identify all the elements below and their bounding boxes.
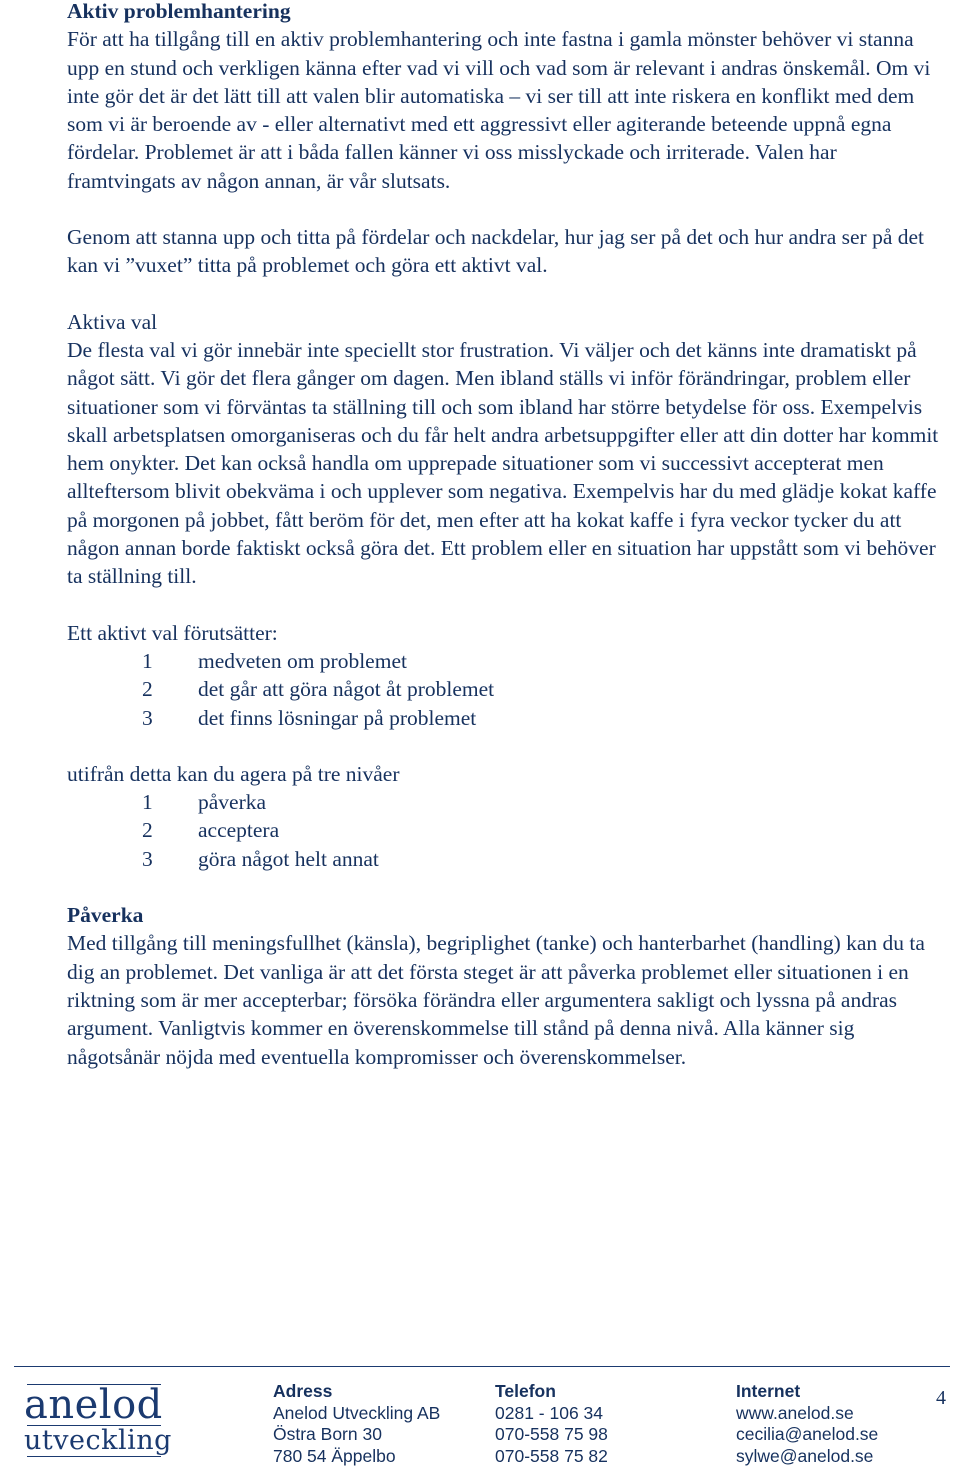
paragraph: Med tillgång till meningsfullhet (känsla), begriplighet (tanke) och hanterbarhet (handling) kan du ta dig an problemet. Det vanliga är att det första steget är att påverka problemet eller situationen i en riktning som är mer accepterbar; försöka förändra eller argumentera sakligt och lyssna på andras argument. Vanligtvis kommer en överenskommelse till stånd på denna nivå. Alla känner sig någotsånär nöjda med eventuella kompromisser och överenskommelser. — [67, 931, 925, 1069]
footer-address — [273, 1381, 440, 1467]
footer-website-link[interactable]: www.anelod.se — [736, 1402, 854, 1423]
levels-intro: utifrån detta kan du agera på tre nivåer — [67, 761, 400, 786]
footer-phone-number: 070-558 75 82 — [495, 1445, 608, 1466]
logo-subtitle: utveckling — [24, 1425, 172, 1456]
footer-divider — [14, 1366, 950, 1367]
anelod-logo — [24, 1382, 172, 1457]
list-item: 2 det går att göra något åt problemet — [142, 677, 495, 702]
footer-phone-number: 0281 - 106 34 — [495, 1402, 604, 1423]
paragraph: Genom att stanna upp och titta på fördelar och nackdelar, hur jag ser på det och hur andra ser på det kan vi ”vuxet” titta på problemet och göra ett aktivt val. — [67, 225, 925, 278]
footer-internet-heading: Internet — [736, 1381, 801, 1401]
footer-email-link[interactable]: sylwe@anelod.se — [736, 1445, 874, 1466]
section-heading-paverka: Påverka — [67, 903, 144, 928]
list-item: 3 göra något helt annat — [142, 846, 379, 871]
footer-internet — [736, 1381, 878, 1467]
paragraph: De flesta val vi gör innebär inte speciellt stor frustration. Vi väljer och det känns inte dramatiskt på något sätt. Vi gör det flera gånger om dagen. Men ibland ställs vi inför förändringar, problem eller situationer som vi förväntas ta ställning till och som ibland har större betydelse för oss. Exempelvis skall arbetsplatsen omorganiseras och du får helt andra arbetsuppgifter eller att din dotter har kommit hem onykter. Det kan också handla om upprepade situationer som vi successivt accepterat men allteftersom blivit obekväma i och upplever som negativa. Exempelvis har du med glädje kokat kaffe på morgonen på jobbet, fått beröm för det, men efter att ha kokat kaffe i fyra veckor tycker du att någon annan borde faktiskt också göra det. Ett problem eller en situation har uppstått som vi behöver ta ställning till. — [67, 337, 939, 589]
footer-street: Östra Born 30 — [273, 1424, 382, 1444]
list-intro: Ett aktivt val förutsätter: — [67, 620, 278, 645]
section-heading-aktiv-problemhantering: Aktiv problemhantering — [67, 0, 291, 23]
document-body — [67, 0, 947, 1071]
page-number: 4 — [936, 1387, 946, 1409]
list-item: 1 påverka — [142, 790, 267, 815]
section-heading-aktiva-val: Aktiva val — [67, 309, 158, 334]
logo-wordmark: anelod — [24, 1382, 163, 1428]
footer-postal: 780 54 Äppelbo — [273, 1445, 396, 1466]
list-item: 2 acceptera — [142, 818, 280, 843]
footer-company: Anelod Utveckling AB — [273, 1402, 441, 1423]
levels-list — [142, 788, 947, 873]
footer-address-heading: Adress — [273, 1381, 333, 1401]
footer-phone — [495, 1381, 608, 1467]
footer-email-link[interactable]: cecilia@anelod.se — [736, 1424, 879, 1444]
list-item: 3 det finns lösningar på problemet — [142, 705, 477, 730]
list-item: 1 medveten om problemet — [142, 648, 407, 673]
requirements-list — [142, 647, 947, 732]
paragraph: För att ha tillgång till en aktiv problemhantering och inte fastna i gamla mönster behöver vi stanna upp en stund och verkligen känna efter vad vi vill och vad som är relevant i andras önskemål. Om vi inte gör det är det lätt till att valen blir automatiska – vi ser till att inte riskera en konflikt med dem som vi är beroende av - eller alternativt med ett aggressivt eller agiterande beteende uppnå egna fördelar. Problemet är att i båda fallen känner vi oss misslyckade och irriterade. Valen har framtvingats av någon annan, är vår slutsats. — [67, 27, 931, 193]
footer-phone-number: 070-558 75 98 — [495, 1424, 608, 1444]
footer-phone-heading: Telefon — [495, 1381, 556, 1401]
